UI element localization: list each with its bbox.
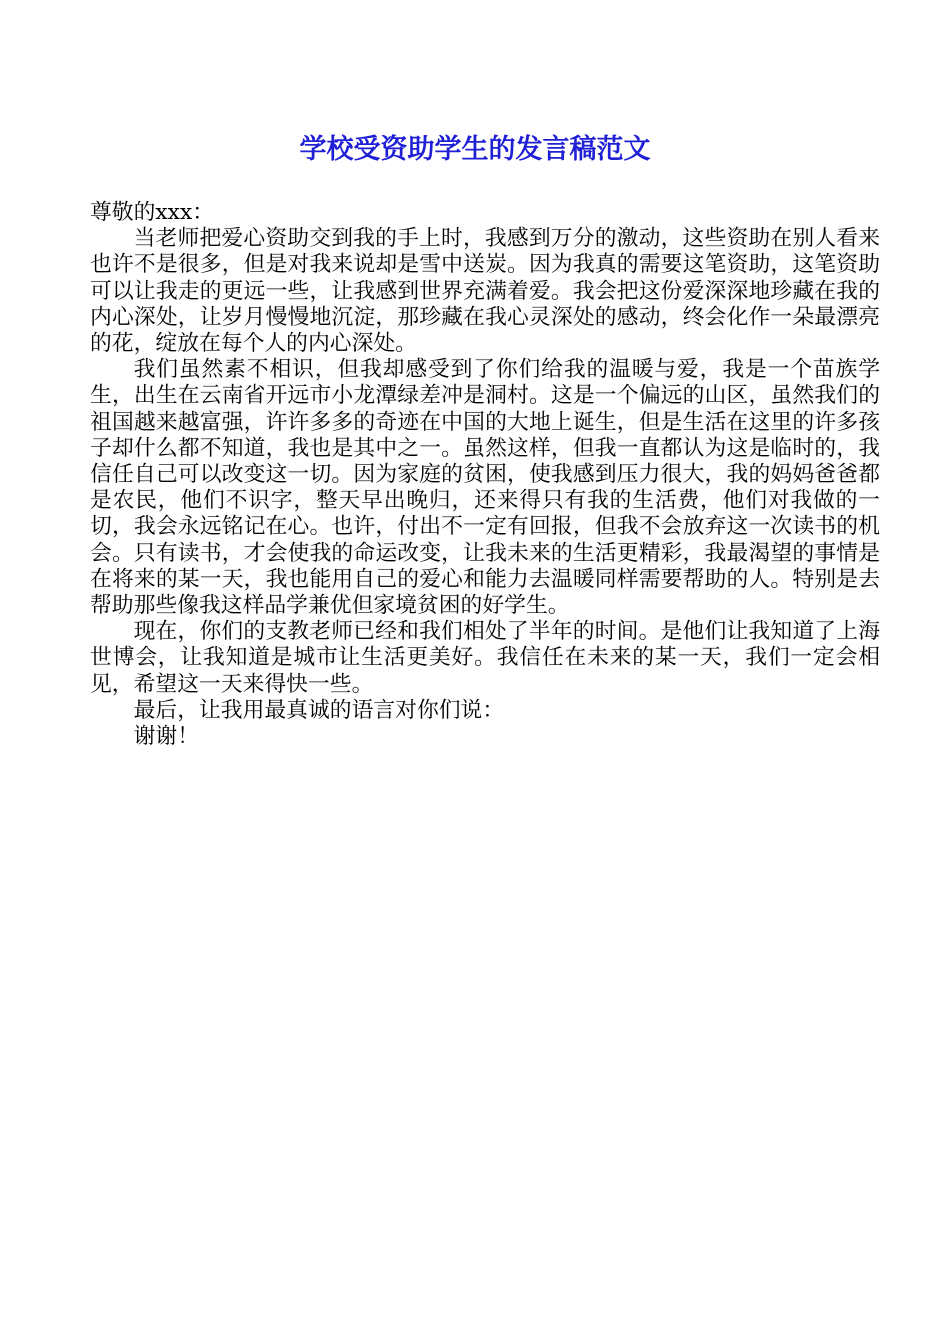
closing-thanks: 谢谢！ — [133, 724, 199, 750]
paragraph-2: 我们虽然素不相识，但我却感受到了你们给我的温暖与爱，我是一个苗族学生，出生在云南省开远市小龙潭绿差冲是洞村。这是一个偏远的山区，虽然我们的祖国越来越富强，许许多多的奇迹在中国的大地上诞生，但是生活在这里的许多孩子却什么都不知道，我也是其中之一。虽然这样，但我一直都认为这是临时的，我信任自己可以改变这一切。因为家庭的贫困，使我感到压力很大，我的妈妈爸爸都是农民，他们不识字，整天早出晚归，还来得只有我的生活费，他们对我做的一切，我会永远铭记在心。也许，付出不一定有回报，但我不会放弃这一次读书的机会。只有读书，才会使我的命运改变，让我未来的生活更精彩，我最渴望的事情是在将来的某一天，我也能用自己的爱心和能力去温暖同样需要帮助的人。特别是去帮助那些像我这样品学兼优但家境贫困的好学生。 — [90, 357, 880, 619]
paragraph-4: 最后，让我用最真诚的语言对你们说： — [133, 697, 505, 723]
salutation: 尊敬的xxx： — [90, 200, 215, 225]
paragraph-1: 当老师把爱心资助交到我的手上时，我感到万分的激动，这些资助在别人看来也许不是很多，但是对我来说却是雪中送炭。因为我真的需要这笔资助，这笔资助可以让我走的更远一些，让我感到世界充满着爱。我会把这份爱深深地珍藏在我的内心深处，让岁月慢慢地沉淀，那珍藏在我心灵深处的感动，终会化作一朵最漂亮的花，绽放在每个人的内心深处。 — [90, 226, 880, 357]
document-title: 学校受资助学生的发言稿范文 — [299, 134, 651, 165]
document-body — [90, 200, 880, 750]
paragraph-3: 现在，你们的支教老师已经和我们相处了半年的时间。是他们让我知道了上海世博会，让我知道是城市让生活更美好。我信任在未来的某一天，我们一定会相见，希望这一天来得快一些。 — [90, 619, 880, 697]
